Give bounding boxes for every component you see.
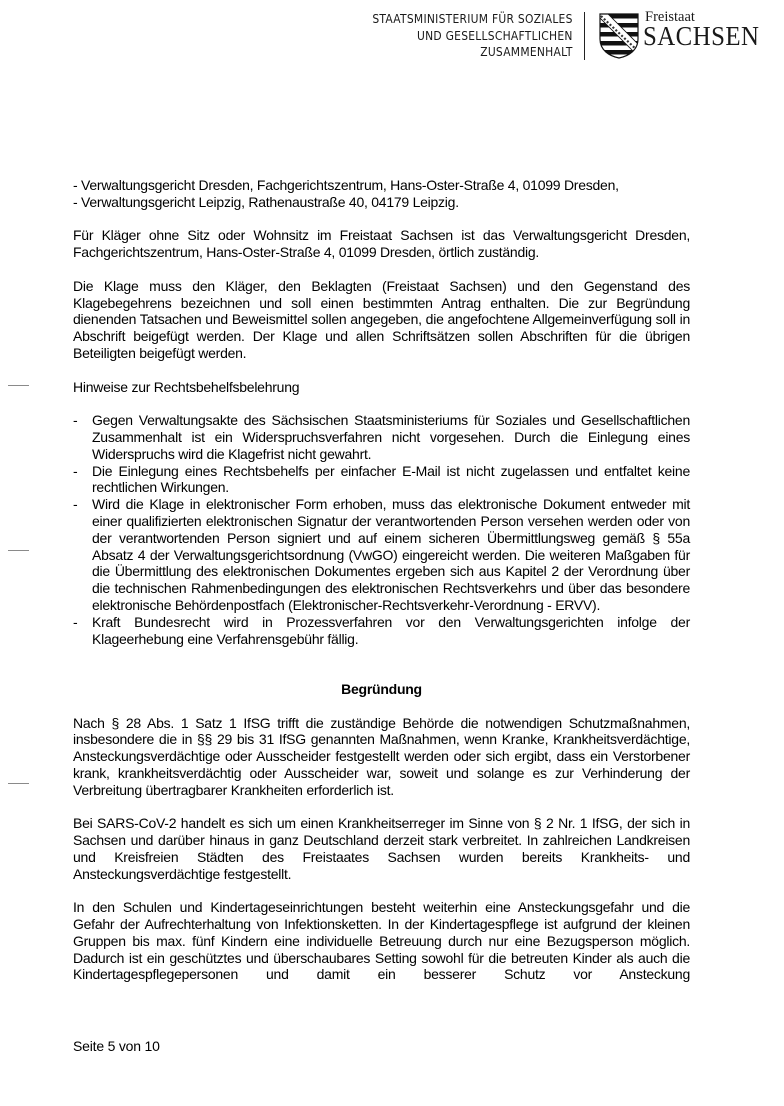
header-divider	[584, 12, 585, 60]
state-label-large: SACHSEN	[643, 21, 760, 51]
list-item-text: Kraft Bundesrecht wird in Prozessverfahren vor den Verwaltungsgerichten infolge der Klageerhebung eine Verfahrensgebühr fällig.	[92, 613, 690, 647]
punch-mark	[8, 550, 29, 551]
reasoning-paragraph: Nach § 28 Abs. 1 Satz 1 IfSG trifft die zuständige Behörde die notwendigen Schutzmaßnahmen, insbesondere die in §§ 29 bis 31 IfSG genannten Maßnahmen, wenn Kranke, Krankheitsverdächtige, Ansteckungsverdächtige oder Ausscheider festgestellt werden oder sich ergibt, dass ein Verstorbener krank, krankheitsverdächtig oder Ausscheider war, soweit und solange es zur Verhinderung der Verbreitung übertragbarer Krankheiten erforderlich ist.	[73, 714, 690, 798]
fold-mark	[8, 783, 29, 784]
list-item-text: Gegen Verwaltungsakte des Sächsischen Staatsministeriums für Soziales und Gesellschaftlichen Zusammenhalt ist ein Widerspruchsverfahren nicht vorgesehen. Durch die Einlegung eines Widerspruchs wird die Klagefrist nicht gewahrt.	[92, 412, 690, 462]
reasoning-paragraph: In den Schulen und Kindertageseinrichtungen besteht weiterhin eine Ansteckungsgefahr und die Gefahr der Aufrechterhaltung von Infektionsketten. In der Kindertagespflege ist aufgrund der kleinen Gruppen bis max. fünf Kindern eine individuelle Betreuung durch nur eine Bezugsperson möglich. Dadurch ist ein geschütztes und überschaubares Setting sowohl für die betreuten Kinder als auch die Kindertagespflegepersonen und damit ein besserer Schutz vor Ansteckung	[73, 899, 690, 983]
ministry-line-2: UND GESELLSCHAFTLICHEN	[417, 28, 573, 43]
list-item	[73, 463, 690, 497]
state-label-small: Freistaat	[645, 9, 695, 25]
jurisdiction-paragraph: Für Kläger ohne Sitz oder Wohnsitz im Freistaat Sachsen ist das Verwaltungsgericht Dresden, Fachgerichtszentrum, Hans-Oster-Straße 4, 01099 Dresden, örtlich zuständig.	[73, 227, 690, 261]
reasoning-paragraph: Bei SARS-CoV-2 handelt es sich um einen Krankheitserreger im Sinne von § 2 Nr. 1 IfSG, der sich in Sachsen und darüber hinaus in ganz Deutschland derzeit stark verbreitet. In zahlreichen Landkreisen und Kreisfreien Städten des Freistaates Sachsen wurden bereits Krankheits- und Ansteckungsverdächtige festgestellt.	[73, 815, 690, 882]
document-body	[73, 177, 690, 983]
hints-title: Hinweise zur Rechtsbehelfsbelehrung	[73, 378, 300, 395]
court-line: - Verwaltungsgericht Leipzig, Rathenaustraße 40, 04179 Leipzig.	[73, 193, 459, 210]
hints-list	[73, 412, 690, 647]
list-item-text: Wird die Klage in elektronischer Form erhoben, muss das elektronische Dokument entweder mit einer qualifizierten elektronischen Signatur der verantwortenden Person versehen werden oder von der verantwortenden Person signiert und auf einem sicheren Übermittlungsweg gemäß § 55a Absatz 4 der Verwaltungsgerichtsordnung (VwGO) eingereicht werden. Die weiteren Maßgaben für die Übermittlung des elektronischen Dokumentes ergeben sich aus Kapitel 2 der Verordnung über die technischen Rahmenbedingungen des elektronischen Rechtsverkehrs und über das besondere elektronische Behördenpostfach (Elektronischer-Rechtsverkehr-Verordnung - ERVV).	[92, 496, 690, 613]
list-dash: -	[73, 462, 78, 479]
list-dash: -	[73, 412, 78, 429]
list-item-text: Die Einlegung eines Rechtsbehelfs per einfacher E-Mail ist nicht zugelassen und entfaltet keine rechtlichen Wirkungen.	[92, 462, 690, 496]
ministry-line-1: STAATSMINISTERIUM FÜR SOZIALES	[372, 12, 573, 26]
page-number: Seite 5 von 10	[73, 1038, 160, 1054]
fold-mark	[8, 385, 29, 386]
court-line: - Verwaltungsgericht Dresden, Fachgerichtszentrum, Hans-Oster-Straße 4, 01099 Dresden,	[73, 177, 619, 193]
claim-requirements-paragraph: Die Klage muss den Kläger, den Beklagten (Freistaat Sachsen) und den Gegenstand des Klagebegehrens bezeichnen und soll einen bestimmten Antrag enthalten. Die zur Begründung dienenden Tatsachen und Beweismittel sollen angegeben, die angefochtene Allgemeinverfügung soll in Abschrift beigefügt werden. Der Klage und allen Schriftsätzen sollen Abschriften für die übrigen Beteiligten beigefügt werden.	[73, 277, 690, 361]
list-dash: -	[73, 496, 78, 513]
list-item	[73, 412, 690, 462]
section-heading: Begründung	[341, 680, 422, 697]
ministry-line-3: ZUSAMMENHALT	[480, 45, 573, 59]
ministry-name	[373, 11, 573, 61]
list-item	[73, 614, 690, 648]
letterhead	[0, 0, 784, 70]
list-dash: -	[73, 613, 78, 630]
list-item	[73, 496, 690, 614]
saxony-coat-of-arms-icon	[599, 13, 639, 59]
